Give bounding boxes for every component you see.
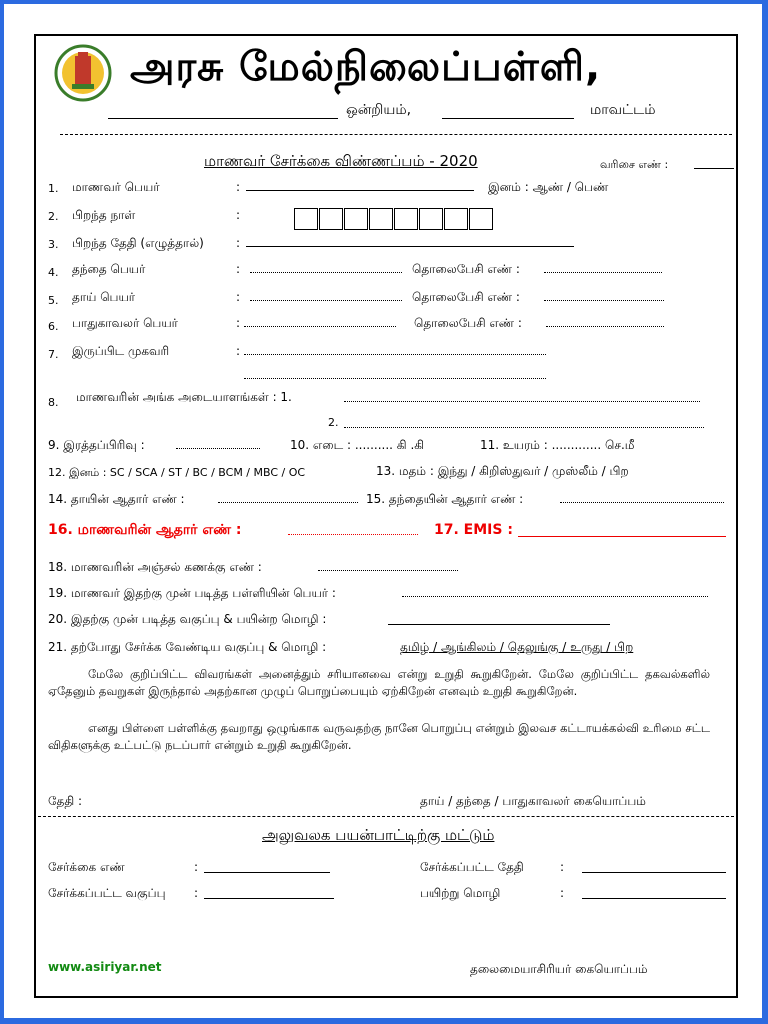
headmaster-signature-label: தலைமையாசிரியர் கையொப்பம்: [470, 962, 648, 976]
guardian-name-blank: [244, 326, 396, 327]
address-blank-2: [244, 378, 546, 379]
colon: :: [236, 180, 241, 194]
previous-class-blank: [388, 624, 610, 625]
religion-label: 13. மதம் : இந்து / கிறிஸ்துவர் / முஸ்லீம் / பிற: [376, 464, 629, 478]
colon: :: [560, 860, 565, 874]
phone-label: தொலைபேசி எண் :: [412, 290, 520, 304]
father-phone-blank: [544, 272, 662, 273]
union-label: ஒன்றியம்,: [346, 102, 412, 118]
serial-label: வரிசை எண் :: [600, 158, 669, 171]
colon: :: [560, 886, 565, 900]
admitted-class-blank: [204, 898, 334, 899]
postal-account-blank: [318, 570, 458, 571]
tamil-nadu-emblem-icon: [48, 44, 118, 102]
declaration-2: எனது பிள்ளை பள்ளிக்கு தவறாது ஒழுங்காக வருவதற்கு நானே பொறுப்பு என்றும் இலவச கட்டாயக்கல்வி உரிமை சட்ட விதிகளுக்கு உட்பட்டு நடப்பார் என்றும் உறுதி கூறுகிறேன்.: [48, 721, 710, 752]
dob-box: [469, 208, 493, 230]
address-blank-1: [244, 354, 546, 355]
dob-box: [394, 208, 418, 230]
previous-school-label: 19. மாணவர் இதற்கு முன் படித்த பள்ளியின் பெயர் :: [48, 586, 336, 600]
previous-class-label: 20. இதற்கு முன் படித்த வகுப்பு & பயின்ற மொழி :: [48, 612, 327, 626]
student-aadhaar-blank: [288, 534, 418, 535]
field-number: 7.: [48, 348, 59, 361]
dob-box: [369, 208, 393, 230]
colon: :: [236, 236, 241, 250]
emis-blank: [518, 536, 726, 537]
father-aadhaar-label: 15. தந்தையின் ஆதார் எண் :: [366, 492, 524, 506]
dob-box: [444, 208, 468, 230]
union-blank: [108, 104, 338, 119]
postal-account-label: 18. மாணவரின் அஞ்சல் கணக்கு எண் :: [48, 560, 262, 574]
id-mark-1-blank: [344, 401, 700, 402]
emis-label: 17. EMIS :: [434, 522, 513, 538]
dob-words-label: பிறந்த தேதி (எழுத்தால்): [72, 236, 204, 250]
dob-words-blank: [246, 246, 574, 247]
colon: :: [236, 290, 241, 304]
colon: :: [236, 208, 241, 222]
field-number: 1.: [48, 182, 59, 195]
date-label: தேதி :: [48, 794, 83, 808]
id-mark-2-number: 2.: [328, 416, 339, 429]
divider: [60, 134, 732, 135]
field-number: 5.: [48, 294, 59, 307]
guardian-name-label: பாதுகாவலர் பெயர்: [72, 316, 178, 330]
district-label: மாவட்டம்: [590, 102, 656, 118]
language-options: தமிழ் / ஆங்கிலம் / தெலுங்கு / உருது / பிற: [400, 640, 634, 654]
website-link[interactable]: www.asiriyar.net: [48, 960, 162, 974]
mother-aadhaar-label: 14. தாயின் ஆதார் எண் :: [48, 492, 185, 506]
dob-box: [344, 208, 368, 230]
community-label: 12. இனம் : SC / SCA / ST / BC / BCM / MBC / OC: [48, 466, 306, 479]
colon: :: [236, 344, 241, 358]
height-label: 11. உயரம் : ............. செ.மீ: [480, 438, 635, 452]
father-aadhaar-blank: [560, 502, 724, 503]
id-mark-2-blank: [344, 427, 704, 428]
phone-label: தொலைபேசி எண் :: [412, 262, 520, 276]
identification-marks-label: மாணவரின் அங்க அடையாளங்கள் : 1.: [76, 390, 292, 404]
dob-label: பிறந்த நாள்: [72, 208, 136, 222]
blood-group-blank: [176, 448, 260, 449]
dob-box: [319, 208, 343, 230]
gender-label: இனம் : ஆண் / பெண்: [488, 180, 609, 194]
mother-name-label: தாய் பெயர்: [72, 290, 136, 304]
field-number: 4.: [48, 266, 59, 279]
student-aadhaar-label: 16. மாணவரின் ஆதார் எண் :: [48, 522, 242, 538]
mother-aadhaar-blank: [218, 502, 358, 503]
school-title: அரசு மேல்நிலைப்பள்ளி,: [130, 44, 602, 90]
colon: :: [194, 886, 199, 900]
admission-date-label: சேர்க்கப்பட்ட தேதி: [420, 860, 524, 874]
field-number: 3.: [48, 238, 59, 251]
blood-group-label: 9. இரத்தப்பிரிவு :: [48, 438, 145, 452]
admission-no-blank: [204, 872, 330, 873]
previous-school-blank: [402, 596, 708, 597]
address-label: இருப்பிட முகவரி: [72, 344, 170, 358]
admission-class-label: 21. தற்போது சேர்க்க வேண்டிய வகுப்பு & மொழி :: [48, 640, 327, 654]
medium-label: பயிற்று மொழி: [420, 886, 501, 900]
admission-date-blank: [582, 872, 726, 873]
divider: [38, 816, 734, 817]
admitted-class-label: சேர்க்கப்பட்ட வகுப்பு: [48, 886, 166, 900]
colon: :: [236, 316, 241, 330]
field-number: 2.: [48, 210, 59, 223]
weight-label: 10. எடை : .......... கி .கி: [290, 438, 425, 452]
student-name-label: மாணவர் பெயர்: [72, 180, 160, 194]
district-blank: [442, 104, 574, 119]
declaration-1: மேலே குறிப்பிட்ட விவரங்கள் அனைத்தும் சரியானவை என்று உறுதி கூறுகிறேன். மேலே குறிப்பிட்ட தகவல்களில் ஏதேனும் தவறுகள் இருந்தால் அதற்கான முழுப் பொறுப்பையும் ஏற்கிறேன் எனவும் உறுதி கூறுகிறேன்.: [48, 667, 710, 698]
admission-no-label: சேர்க்கை எண்: [48, 860, 125, 874]
field-number: 8.: [48, 396, 59, 409]
medium-blank: [582, 898, 726, 899]
parent-signature-label: தாய் / தந்தை / பாதுகாவலர் கையொப்பம்: [420, 794, 646, 808]
dob-box: [419, 208, 443, 230]
phone-label: தொலைபேசி எண் :: [414, 316, 522, 330]
form-title: மாணவர் சேர்க்கை விண்ணப்பம் - 2020: [204, 152, 478, 170]
dob-box: [294, 208, 318, 230]
mother-phone-blank: [544, 300, 664, 301]
mother-name-blank: [250, 300, 402, 301]
serial-blank: [694, 156, 734, 169]
student-name-blank: [246, 190, 474, 191]
father-name-label: தந்தை பெயர்: [72, 262, 146, 276]
application-form-page: [4, 4, 762, 1018]
office-use-title: அலுவலக பயன்பாட்டிற்கு மட்டும்: [262, 826, 495, 844]
field-number: 6.: [48, 320, 59, 333]
form-border: [34, 34, 738, 998]
guardian-phone-blank: [546, 326, 664, 327]
colon: :: [236, 262, 241, 276]
colon: :: [194, 860, 199, 874]
father-name-blank: [250, 272, 402, 273]
